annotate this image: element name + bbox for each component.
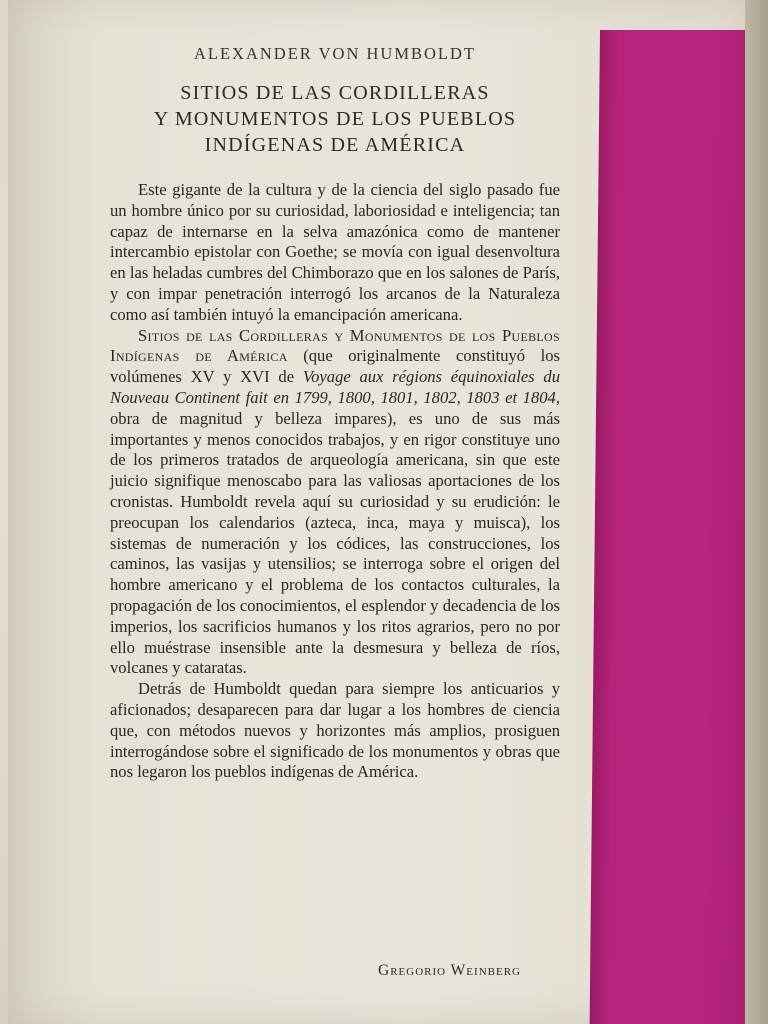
magenta-stripe xyxy=(590,30,766,1024)
cover-edge xyxy=(745,0,768,1024)
title-line: SITIOS DE LAS CORDILLERAS xyxy=(180,82,490,104)
book-title xyxy=(110,80,560,158)
paragraph-2-italic: Voyage aux régions équinoxiales du Nouveau Continent fait en 1799, 1800, 1801, 1802, 1803 et 1804, xyxy=(110,367,560,407)
title-line: INDÍGENAS DE AMÉRICA xyxy=(204,134,466,156)
author-name: ALEXANDER VON HUMBOLDT xyxy=(193,44,477,63)
paragraph-2-text-b: obra de magnitud y belleza impares), es uno de sus más importantes y menos conocidos trabajos, y en rigor constituye uno de los primeros tratados de arqueología americana, sin que este juicio signifique menoscabo para las valiosas aportaciones de los cronistas. Humboldt revela aquí su curiosidad y su erudición: le preocupan los calendarios (azteca, inca, maya y muisca), los sistemas de numeración y los códices, las construcciones, los caminos, las vasijas y utensilios; se interroga sobre el origen del hombre americano y el problema de los contactos culturales, la propagación de los conocimientos, el esplendor y decadencia de los imperios, los sacrificios humanos y los ritos agrarios, pero no por ello muéstrase insensible ante la desmesura y belleza de ríos, volcanes y cataratas. xyxy=(110,408,560,678)
paragraph-3: Detrás de Humboldt quedan para siempre los anticuarios y aficionados; desaparecen para dar lugar a los hombres de ciencia que, con métodos nuevos y horizontes más amplios, prosiguen interrogándose sobre el significado de los monumentos y obras que nos legaron los pueblos indígenas de América. xyxy=(110,679,560,782)
paragraph-2-text-a: (que originalmente constituyó los volúmenes XV y XVI de xyxy=(110,346,560,387)
signature: Gregorio Weinberg xyxy=(378,962,521,979)
paragraph-1: Este gigante de la cultura y de la ciencia del siglo pasado fue un hombre único por su curiosidad, laboriosidad e inteligencia; tan capaz de internarse en la selva amazónica como de mantener intercambio epistolar con Goethe; se movía con igual desenvoltura en las heladas cumbres del Chimborazo que en los salones de París, y con impar penetración interrogó los arcanos de la Naturaleza como así también intuyó la emancipación americana. xyxy=(110,180,560,324)
cover-text xyxy=(110,44,560,783)
title-line: Y MONUMENTOS DE LOS PUEBLOS xyxy=(153,108,517,130)
paragraph-2 xyxy=(110,326,560,680)
blurb xyxy=(110,180,560,783)
paragraph-2-title: Sitios de las Cordilleras y Monumentos de los Pueblos Indígenas de América xyxy=(110,325,560,366)
